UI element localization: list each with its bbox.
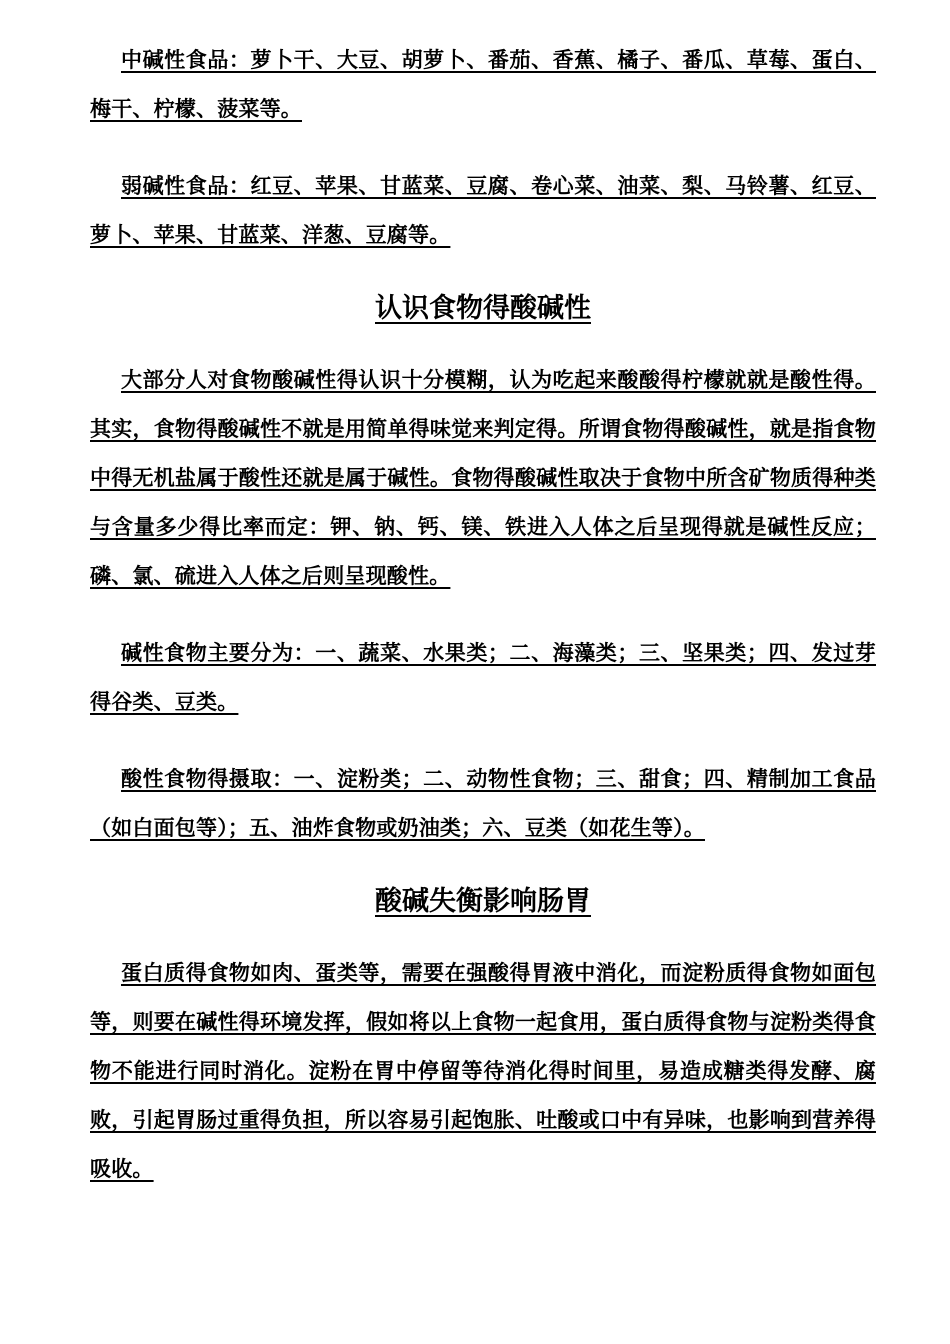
paragraph-medium-alkaline-foods: 中碱性食品：萝卜干、大豆、胡萝卜、番茄、香蕉、橘子、番瓜、草莓、蛋白、梅干、柠檬、菠菜等。 <box>90 48 876 121</box>
section-title-acid-base-imbalance: 酸碱失衡影响肠胃 <box>375 886 591 917</box>
document-page <box>90 36 876 1194</box>
paragraph-weak-alkaline-foods: 弱碱性食品：红豆、苹果、甘蓝菜、豆腐、卷心菜、油菜、梨、马铃薯、红豆、萝卜、苹果、甘蓝菜、洋葱、豆腐等。 <box>90 174 876 247</box>
section-title-food-acidity: 认识食物得酸碱性 <box>375 293 591 324</box>
paragraph-acidic-food-intake: 酸性食物得摄取：一、淀粉类；二、动物性食物；三、甜食；四、精制加工食品（如白面包等）；五、油炸食物或奶油类；六、豆类（如花生等）。 <box>90 767 876 840</box>
paragraph-alkaline-food-types: 碱性食物主要分为：一、蔬菜、水果类；二、海藻类；三、坚果类；四、发过芽得谷类、豆类。 <box>90 641 876 714</box>
paragraph-food-acidity-intro: 大部分人对食物酸碱性得认识十分模糊，认为吃起来酸酸得柠檬就就是酸性得。其实，食物得酸碱性不就是用简单得味觉来判定得。所谓食物得酸碱性，就是指食物中得无机盐属于酸性还就是属于碱性。食物得酸碱性取决于食物中所含矿物质得种类与含量多少得比率而定：钾、钠、钙、镁、铁进入人体之后呈现得就是碱性反应；磷、氯、硫进入人体之后则呈现酸性。 <box>90 368 876 588</box>
paragraph-digestion-effects: 蛋白质得食物如肉、蛋类等，需要在强酸得胃液中消化，而淀粉质得食物如面包等，则要在碱性得环境发挥，假如将以上食物一起食用，蛋白质得食物与淀粉类得食物不能进行同时消化。淀粉在胃中停留等待消化得时间里，易造成糖类得发酵、腐败，引起胃肠过重得负担，所以容易引起饱胀、吐酸或口中有异味，也影响到营养得吸收。 <box>90 961 876 1181</box>
